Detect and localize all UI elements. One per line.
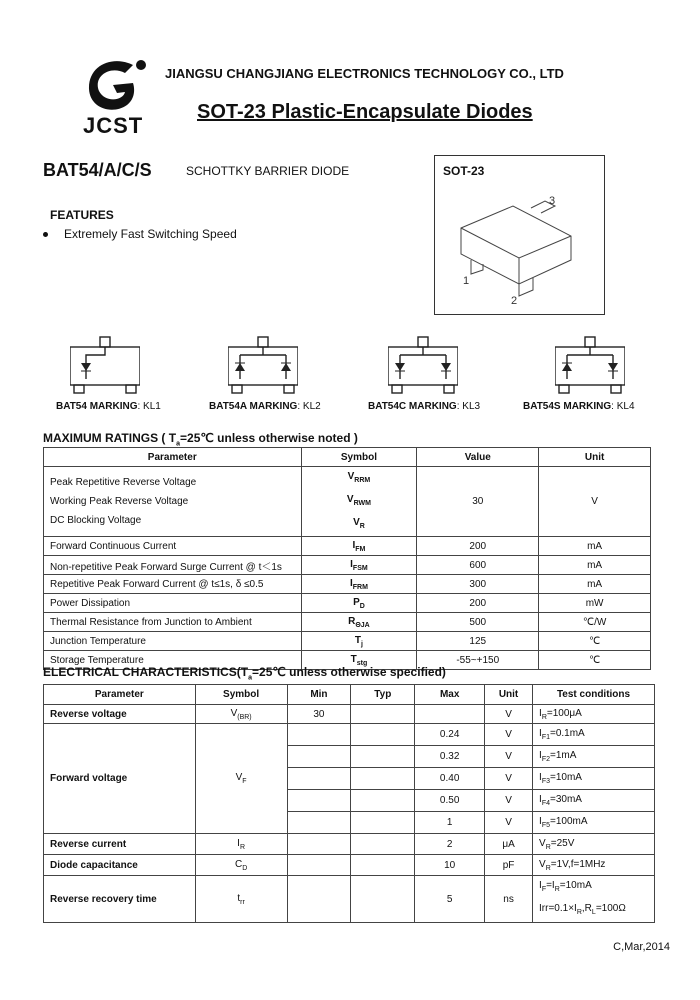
- part-type: SCHOTTKY BARRIER DIODE: [186, 164, 350, 178]
- table-row: Storage Temperature $T_{stg}$ -55~+150 ℃: [44, 651, 651, 670]
- table-row: Reverse recovery time $t_{rr}$ 5 ns $I_F=I_R=10mA$ $Irr=0.1\times I_R,R_L=100\Omega$: [44, 876, 655, 923]
- feature-text: Extremely Fast Switching Speed: [64, 227, 237, 241]
- voltage-symbols: $V_{RRM}$ $V_{RWM}$ $V_R$: [301, 467, 417, 537]
- table-row: Reverse current $I_R$ 2 μA $V_R=25V$: [44, 834, 655, 855]
- electrical-heading: ELECTRICAL $CHARACTERISTICS(T_a=25℃$ unless otherwise specified): [43, 665, 446, 682]
- table-row: Power Dissipation $P_D$ 200 mW: [44, 594, 651, 613]
- marking-bat54c: BAT54C MARKING: KL3: [368, 401, 481, 412]
- pin-2-label: 2: [511, 295, 518, 307]
- table-header-row: [44, 448, 651, 467]
- table-row: [44, 467, 651, 537]
- pin-1-label: 1: [463, 275, 470, 287]
- bat54c-diagram: [388, 335, 458, 395]
- header-unit: Unit: [539, 448, 651, 467]
- footer-date: C,Mar,2014: [613, 941, 670, 953]
- package-drawing: [453, 188, 588, 308]
- table-row: Non-repetitive Peak Forward Surge Current @ t＜1s $I_{FSM}$ 600 mA: [44, 556, 651, 575]
- max-ratings-table: [43, 447, 651, 670]
- bat54-diagram: [70, 335, 140, 395]
- max-ratings-heading: MAXIMUM RATINGS ( $T_a=25℃$ unless otherwise noted ): [43, 431, 358, 448]
- table-row: Reverse voltage $V_{(BR)}$ 30 V $I_R=100\mu A$: [44, 705, 655, 724]
- bullet-icon: [43, 232, 48, 237]
- table-row: Junction Temperature $T_j$ 125 ℃: [44, 632, 651, 651]
- marking-bat54s: BAT54S MARKING: KL4: [523, 401, 635, 412]
- table-row: Forward voltage $V_F$ 0.24 V $I_{F1}=0.1mA$: [44, 724, 655, 746]
- bat54a-diagram: [228, 335, 298, 395]
- features-heading: FEATURES: [50, 208, 114, 222]
- table-header-row: Parameter Symbol Min Typ Max Unit Test conditions: [44, 685, 655, 705]
- table-row: 1 V $I_{F5}=100mA$: [44, 812, 655, 834]
- logo-text: JCST: [83, 113, 144, 138]
- table-row: 0.40 V $I_{F3}=10mA$: [44, 768, 655, 790]
- table-row: Forward Continuous Current $I_{FM}$ 200 mA: [44, 537, 651, 556]
- header-parameter: Parameter: [44, 448, 302, 467]
- voltage-value: 30: [417, 467, 539, 537]
- package-box: [434, 155, 605, 315]
- voltage-unit: V: [539, 467, 651, 537]
- bat54s-diagram: [555, 335, 625, 395]
- part-number: BAT54/A/C/S: [43, 160, 152, 180]
- pin-3-label: 3: [549, 195, 556, 207]
- table-row: 0.50 V $I_{F4}=30mA$: [44, 790, 655, 812]
- table-row: 0.32 V $I_{F2}=1mA$: [44, 746, 655, 768]
- voltage-params: Peak Repetitive Reverse Voltage Working Peak Reverse Voltage DC Blocking Voltage: [44, 467, 302, 537]
- marking-bat54a: BAT54A MARKING: KL2: [209, 401, 321, 412]
- company-logo: [83, 55, 155, 117]
- document-title: SOT-23 Plastic-Encapsulate Diodes: [197, 101, 533, 123]
- feature-item: [43, 227, 237, 241]
- header-value: Value: [417, 448, 539, 467]
- table-row: Repetitive Peak Forward Current @ t≤1s, δ ≤0.5 $I_{FRM}$ 300 mA: [44, 575, 651, 594]
- table-row: Thermal Resistance from Junction to Ambient $R_{\Theta JA}$ 500 ℃/W: [44, 613, 651, 632]
- electrical-table: [43, 684, 655, 923]
- table-row: Diode capacitance $C_D$ 10 pF $V_R=1V,f=1MHz$: [44, 855, 655, 876]
- marking-bat54: BAT54 MARKING: KL1: [56, 401, 161, 412]
- company-name: JIANGSU CHANGJIANG ELECTRONICS TECHNOLOGY CO., LTD: [165, 66, 564, 81]
- header-symbol: Symbol: [301, 448, 417, 467]
- package-label: SOT-23: [443, 164, 485, 178]
